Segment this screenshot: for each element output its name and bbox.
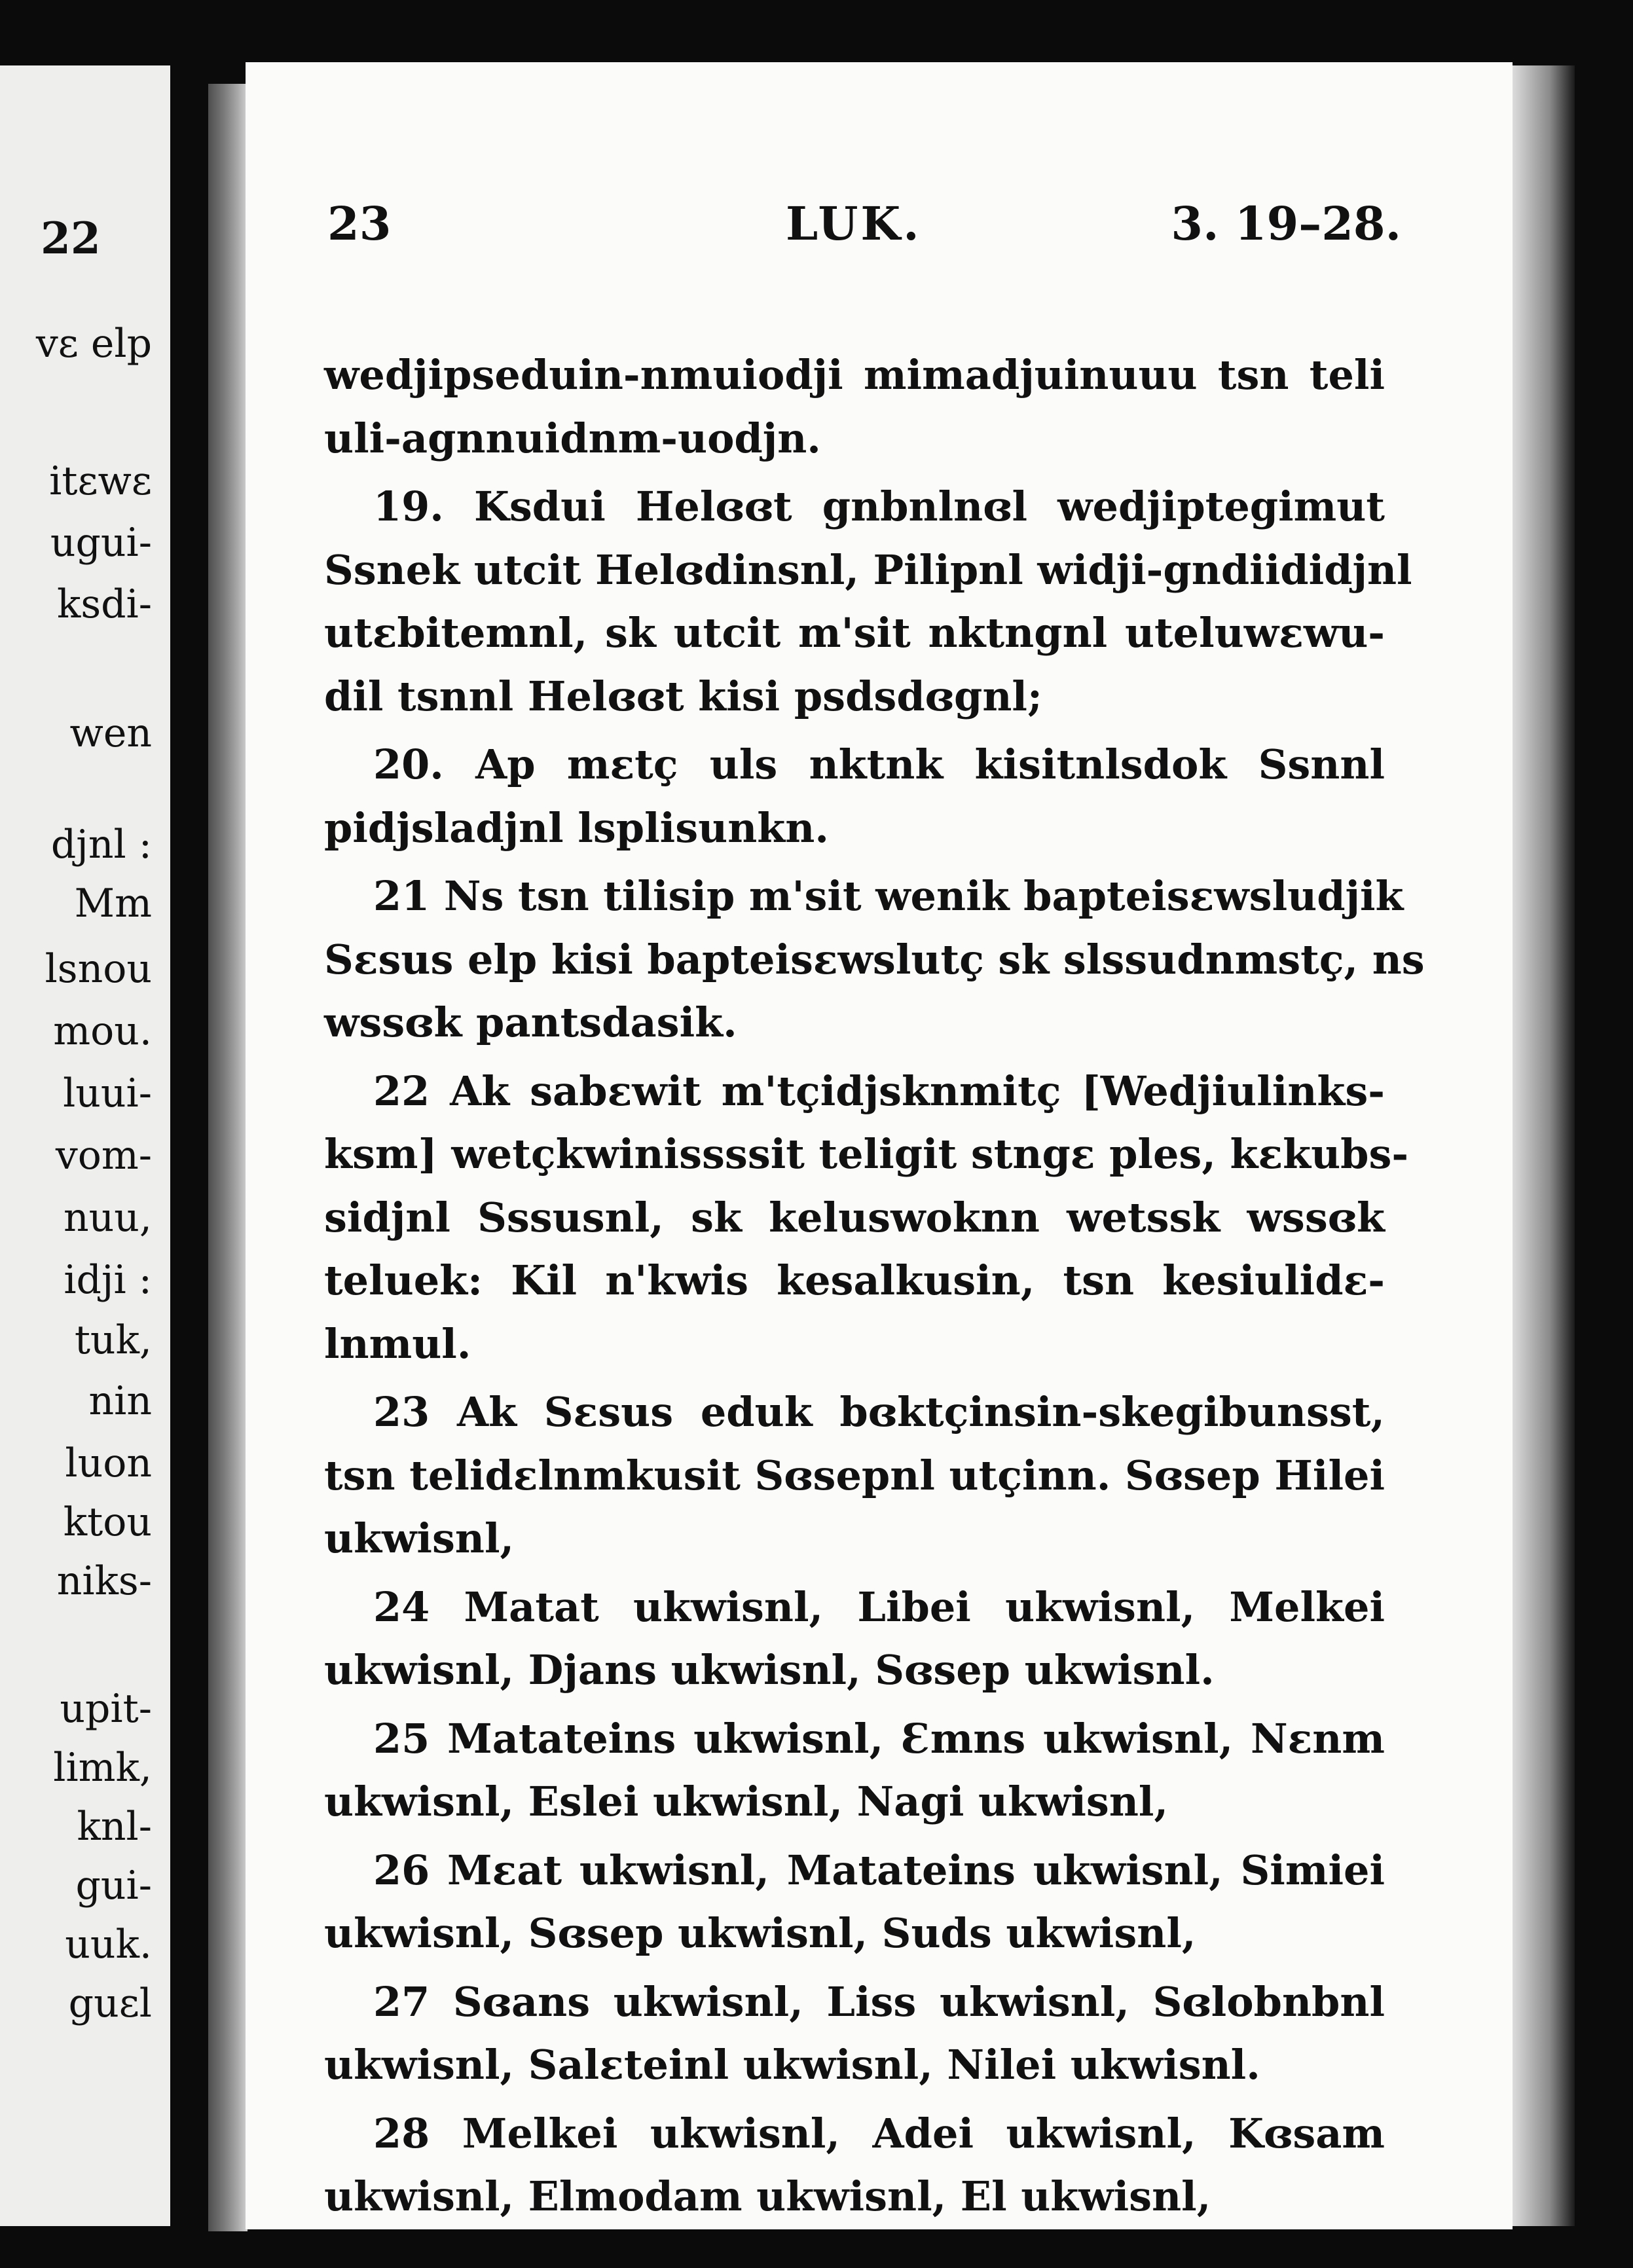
left-fragment: guɛl (68, 1981, 152, 2026)
text-line: wssɞk pantsdasik. (324, 998, 737, 1046)
text-line: sidjnl Sssusnl, sk keluswoknn wetssk wssɞk (324, 1193, 1385, 1241)
left-fragment: nuu, (64, 1195, 152, 1241)
left-page-fragment (0, 65, 170, 2226)
left-fragment: luui- (63, 1070, 152, 1116)
text-line: utɛbitemnl, sk utcit m'sit nktngnl uteluwɛwu- (324, 609, 1385, 657)
text-line: uli-agnnuidnm-uodjn. (324, 414, 821, 462)
text-line: ukwisnl, Sɞsep ukwisnl, Suds ukwisnl, (324, 1909, 1196, 1957)
book-spine (208, 84, 248, 2231)
text-line: Ssnek utcit Helɞdinsnl, Pilipnl widji-gndiididjnl (324, 545, 1412, 594)
verse-22-line: 22 Ak sabɛwit m'tçidjsknmitç [Wedjiulinks- (373, 1067, 1385, 1115)
text-line: ukwisnl, Djans ukwisnl, Sɞsep ukwisnl. (324, 1646, 1215, 1694)
left-fragment: nin (88, 1378, 152, 1424)
verse-28-line: 28 Melkei ukwisnl, Adei ukwisnl, Kɞsam (373, 2109, 1385, 2157)
chapter-verse-range: 3. 19–28. (1171, 196, 1401, 251)
text-line: teluek: Kil n'kwis kesalkusin, tsn kesiulidɛ- (324, 1256, 1385, 1304)
text-line: Sɛsus elp kisi bapteisɛwslutç sk slssudnmstç, ns (324, 935, 1425, 983)
left-fragment: luon (65, 1440, 152, 1486)
verse-19-line: 19. Ksdui Helɞɞt gnbnlnɞl wedjiptegimut (373, 483, 1385, 530)
text-line: ukwisnl, (324, 1514, 515, 1562)
page-number: 23 (327, 196, 392, 251)
verse-23-line: 23 Ak Sɛsus eduk bɞktçinsin-skegibunsst, (373, 1388, 1385, 1436)
left-fragment: upit- (60, 1686, 152, 1732)
left-fragment: lsnou (45, 946, 152, 992)
left-fragment: idji : (64, 1257, 152, 1303)
left-fragment: ktou (63, 1499, 152, 1545)
left-fragment: vɛ elp (35, 321, 152, 367)
left-fragment: vom- (55, 1133, 152, 1179)
text-line: wedjipseduin-nmuiodji mimadjuinuuu tsn teli (324, 351, 1385, 399)
left-fragment: limk, (53, 1745, 152, 1791)
page-edge (1513, 65, 1575, 2226)
left-fragment: itɛwɛ (49, 458, 152, 504)
text-line: dil tsnnl Helɞɞt kisi psdsdɞgnl; (324, 672, 1042, 720)
left-fragment: Mm (74, 881, 152, 926)
left-fragment: ksdi- (56, 581, 152, 627)
left-fragment: djnl : (50, 822, 152, 868)
text-line: pidjsladjnl lsplisunkn. (324, 803, 829, 852)
left-page-number: 22 (41, 213, 101, 264)
verse-21-line: 21 Ns tsn tilisip m'sit wenik bapteisɛwsludjik (373, 872, 1404, 920)
text-line: ukwisnl, Eslei ukwisnl, Nagi ukwisnl, (324, 1778, 1169, 1825)
left-fragment: knl- (77, 1804, 152, 1850)
text-line: ukwisnl, Salɛteinl ukwisnl, Nilei ukwisnl. (324, 2041, 1260, 2089)
verse-25-line: 25 Matateins ukwisnl, Ɛmns ukwisnl, Nɛnm (373, 1714, 1385, 1763)
left-fragment: mou. (53, 1008, 152, 1054)
verse-26-line: 26 Mɛat ukwisnl, Matateins ukwisnl, Simiei (373, 1846, 1385, 1894)
right-page (246, 62, 1513, 2229)
left-fragment: ugui- (50, 520, 152, 566)
text-line: ukwisnl, Elmodam ukwisnl, El ukwisnl, (324, 2172, 1211, 2220)
verse-20-line: 20. Ap mɛtç uls nktnk kisitnlsdok Ssnnl (373, 741, 1385, 788)
text-line: lnmul. (324, 1319, 471, 1368)
left-fragment: niks- (56, 1558, 152, 1604)
verse-27-line: 27 Sɞans ukwisnl, Liss ukwisnl, Sɞlobnbnl (373, 1977, 1385, 2026)
left-fragment: gui- (75, 1863, 152, 1909)
text-line: ksm] wetçkwinissssit teligit stngɛ ples, kɛkubs- (324, 1130, 1409, 1178)
verse-24-line: 24 Matat ukwisnl, Libei ukwisnl, Melkei (373, 1582, 1385, 1631)
scripture-text (324, 344, 1425, 2229)
book-title: LUK. (786, 196, 922, 251)
left-fragment: uuk. (65, 1922, 152, 1967)
running-header (327, 196, 1401, 268)
left-fragment: tuk, (74, 1317, 152, 1363)
text-line: tsn telidɛlnmkusit Sɞsepnl utçinn. Sɞsep Hilei (324, 1451, 1385, 1499)
left-fragment: wen (69, 710, 152, 756)
